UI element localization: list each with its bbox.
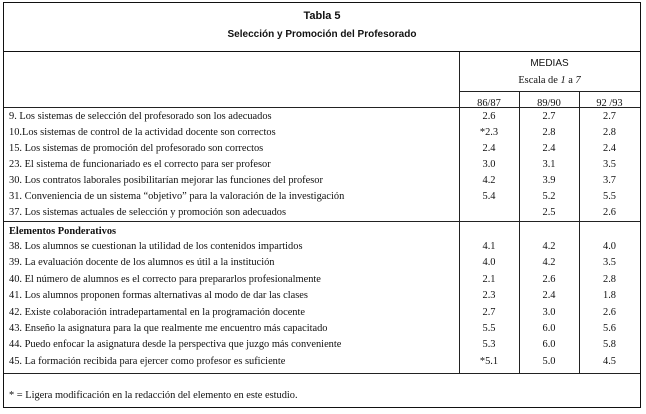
row-value: 3.1 <box>542 159 556 170</box>
row-value: 5.4 <box>482 191 496 202</box>
row-value: 5.5 <box>603 191 616 202</box>
row-label: 15. Los sistemas de promoción del profesorado son correctos <box>9 143 264 154</box>
row-value: 4.2 <box>542 257 556 269</box>
row-label: 42. Existe colaboración intradepartamental en la programación docente <box>9 306 306 318</box>
row-value: 4.1 <box>482 241 496 252</box>
row-value: 2.7 <box>482 306 496 318</box>
row-value: 2.1 <box>482 273 496 285</box>
row-value: 6.0 <box>542 323 556 334</box>
row-value: 2.8 <box>603 127 616 138</box>
row-value: 5.5 <box>482 323 496 334</box>
row-value: 4.0 <box>603 241 616 252</box>
divider <box>4 373 640 374</box>
row-value: 4.2 <box>542 241 556 252</box>
row-label: 40. El número de alumnos es el correcto para prepararlos profesionalmente <box>9 273 321 285</box>
row-value: *2.3 <box>479 127 499 138</box>
row-label: 45. La formación recibida para ejercer como profesor es suficiente <box>9 355 286 367</box>
row-value: 5.6 <box>603 323 616 334</box>
row-value: 4.5 <box>603 355 616 367</box>
row-value: 2.8 <box>542 127 556 138</box>
row-value: 3.9 <box>542 175 556 186</box>
row-value: 3.7 <box>603 175 616 186</box>
row-value: 2.6 <box>542 273 556 285</box>
row-label: 23. El sistema de funcionariado es el correcto para ser profesor <box>9 159 271 170</box>
footnote: * = Ligera modificación en la redacción del elemento en este estudio. <box>9 390 298 401</box>
row-value: 5.8 <box>603 339 616 351</box>
row-label: 9. Los sistemas de selección del profesorado son los adecuados <box>9 111 272 122</box>
row-label: 10.Los sistemas de control de la actividad docente son correctos <box>9 127 276 138</box>
row-label: 38. Los alumnos se cuestionan la utilidad de los contenidos impartidos <box>9 241 303 252</box>
row-value: 2.4 <box>603 143 616 154</box>
row-label: 44. Puedo enfocar la asignatura desde la perspectiva que juzgo más conveniente <box>9 339 342 351</box>
year-col-3: 92 /93 <box>596 98 623 109</box>
scale-header: Escala de 1 a 7 <box>518 75 581 86</box>
row-label: 30. Los contratos laborales posibilitarían mejorar las funciones del profesor <box>9 175 323 186</box>
row-label: 43. Enseño la asignatura para la que realmente me encuentro más capacitado <box>9 323 328 334</box>
row-value: 5.2 <box>542 191 556 202</box>
medias-header: MEDIAS <box>530 58 569 69</box>
row-value: 5.0 <box>542 355 556 367</box>
row-value: 2.6 <box>603 306 616 318</box>
row-value: 2.4 <box>542 290 556 302</box>
title-block <box>4 3 640 52</box>
row-value: 3.5 <box>603 257 616 269</box>
row-label: 39. La evaluación docente de los alumnos es útil a la institución <box>9 257 275 269</box>
divider <box>4 221 640 222</box>
row-value: 4.0 <box>482 257 496 269</box>
row-value: 2.4 <box>482 143 496 154</box>
row-value: 2.3 <box>482 290 496 302</box>
row-value: 3.0 <box>482 159 496 170</box>
divider <box>4 107 640 108</box>
row-value: 2.6 <box>603 207 616 218</box>
row-value: *5.1 <box>479 355 499 367</box>
row-value: 2.7 <box>603 111 616 122</box>
table-subtitle: Selección y Promoción del Profesorado <box>227 29 417 40</box>
year-col-1: 86/87 <box>477 98 501 109</box>
row-value: 2.4 <box>542 143 556 154</box>
row-value: 2.7 <box>542 111 556 122</box>
table-title: Tabla 5 <box>303 10 341 22</box>
row-value: 2.8 <box>603 273 616 285</box>
year-col-2: 89/90 <box>537 98 561 109</box>
row-label: 31. Conveniencia de un sistema “objetivo” para la valoración de la investigación <box>9 191 345 202</box>
divider <box>459 91 640 92</box>
row-value: 6.0 <box>542 339 556 351</box>
row-label: 37. Los sistemas actuales de selección y promoción son adecuados <box>9 207 287 218</box>
row-value: 5.3 <box>482 339 496 351</box>
section-heading: Elementos Ponderativos <box>9 226 117 237</box>
row-value: 2.6 <box>482 111 496 122</box>
row-label: 41. Los alumnos proponen formas alternativas al modo de dar las clases <box>9 290 308 302</box>
row-value: 2.5 <box>542 207 556 218</box>
row-value: 3.5 <box>603 159 616 170</box>
row-value: 4.2 <box>482 175 496 186</box>
row-value: 1.8 <box>603 290 616 302</box>
row-value: 3.0 <box>542 306 556 318</box>
table-frame <box>3 2 641 408</box>
